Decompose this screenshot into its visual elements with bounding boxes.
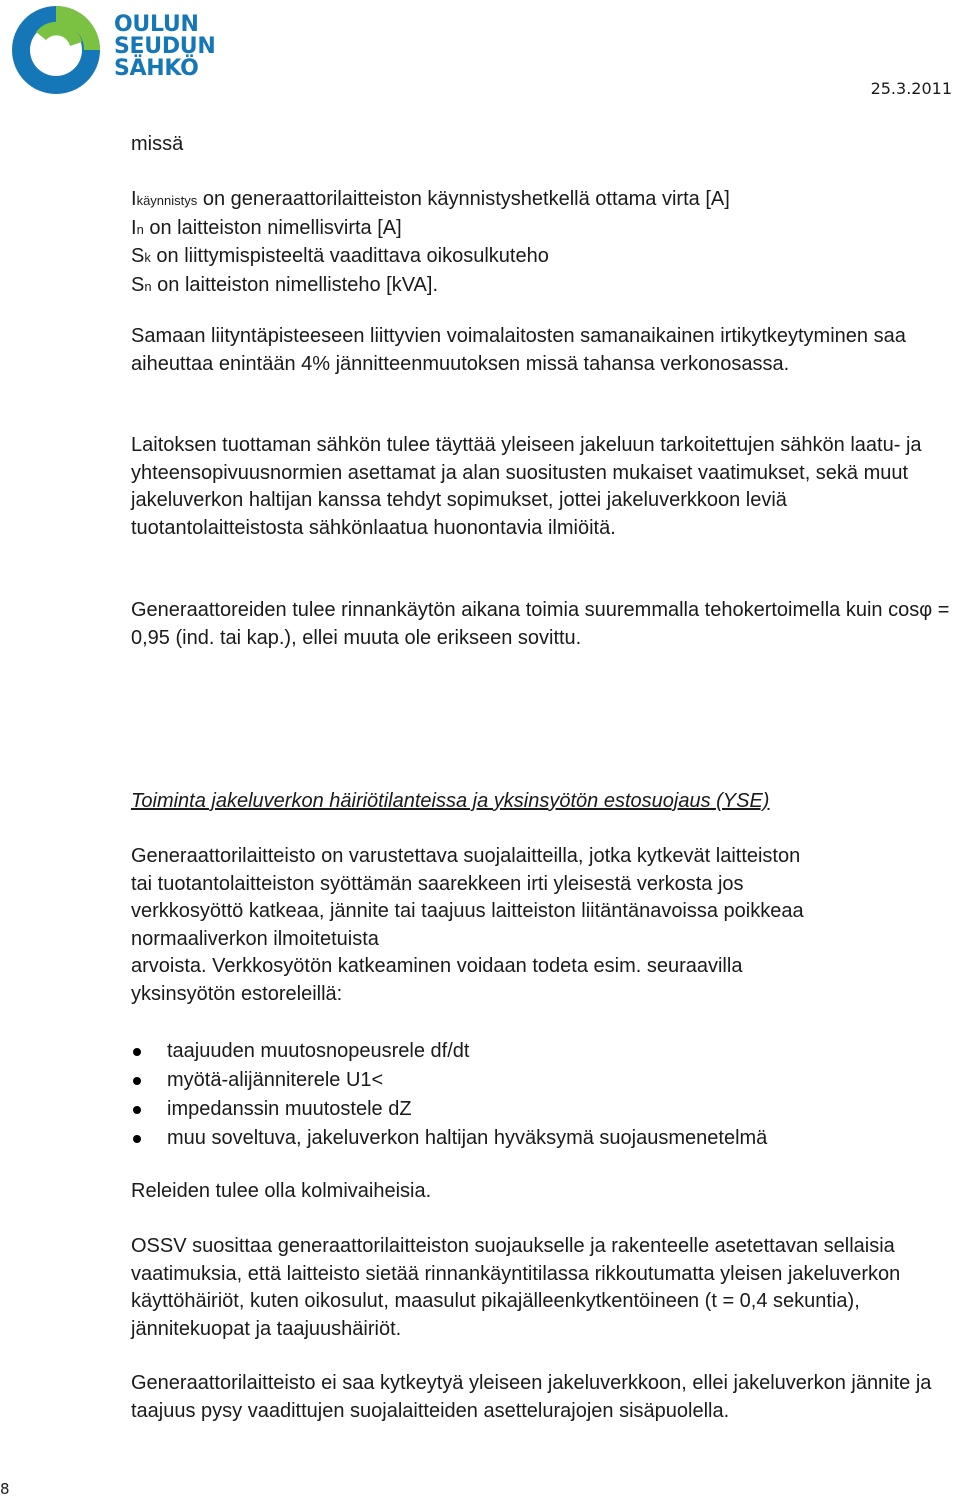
paragraph-power-quality: Laitoksen tuottaman sähkön tulee täyttää yleiseen jakeluun tarkoitettujen sähkön laatu- ja yhteensopivuusnormien asettamat ja alan suositusten mukaiset vaatimukset, sekä muut jakeluverkon haltijan kanssa tehdyt sopimukset, jottei jakeluverkkoon leviä tuotantolaitteistosta sähkönlaatua huonontavia ilmiöitä.	[131, 434, 922, 539]
definition-symbol: I	[131, 188, 137, 210]
definition-item	[131, 186, 951, 215]
definition-text: on laitteiston nimellisvirta [A]	[143, 216, 402, 239]
list-item	[131, 1124, 951, 1153]
bullet-icon	[133, 1106, 141, 1114]
definition-symbol: S	[131, 245, 145, 267]
definition-subscript: n	[144, 278, 152, 294]
list-item	[131, 1095, 951, 1124]
paragraph-connection-condition: Generaattorilaitteisto ei saa kytkeytyä yleiseen jakeluverkkoon, ellei jakeluverkon jännite ja taajuus pysy vaadittujen suojalaitteiden asettelurajojen sisäpuolella.	[131, 1372, 932, 1422]
paragraph-voltage-change: Samaan liityntäpisteeseen liittyvien voimalaitosten samanaikainen irtikytkeytyminen saa aiheuttaa enintään 4% jännitteenmuutoksen missä tahansa verkonosassa.	[131, 325, 906, 375]
missa-label: missä	[131, 133, 184, 155]
paragraph-line: arvoista. Verkkosyötön katkeaminen voidaan todeta esim. seuraavilla	[131, 955, 743, 977]
logo-wordmark	[114, 14, 215, 80]
definition-item	[131, 243, 951, 272]
bullet-icon	[133, 1077, 141, 1085]
definition-symbol: I	[131, 216, 137, 239]
list-item-text: muu soveltuva, jakeluverkon haltijan hyväksymä suojausmenetelmä	[167, 1127, 768, 1149]
definition-subscript: k	[144, 250, 151, 265]
list-item	[131, 1037, 951, 1066]
definition-symbol: S	[131, 273, 145, 296]
definition-text: on liittymispisteeltä vaadittava oikosulkuteho	[150, 245, 549, 267]
list-item	[131, 1066, 951, 1095]
paragraph-line: yksinsyötön estoreleillä:	[131, 982, 343, 1005]
paragraph-ossv-recommendation: OSSV suosittaa generaattorilaitteiston suojaukselle ja rakenteelle asetettavan sellaisia vaatimuksia, että laitteisto sietää rinnankäyntitilassa rikkoutumatta yleisen jakeluverkon käyttöhäiriöt, kuten oikosulut, maasulut pikajälleenkytkentöineen (t = 0,4 sekuntia), jännitekuopat ja taajuushäiriöt.	[131, 1235, 901, 1340]
definition-text: on laitteiston nimellisteho [kVA].	[151, 273, 439, 296]
logo-line-3: SÄHKÖ	[114, 56, 199, 81]
logo-swirl-icon	[6, 2, 110, 98]
bullet-icon	[133, 1048, 141, 1056]
paragraph-protection	[131, 843, 951, 1008]
paragraph-three-phase: Releiden tulee olla kolmivaiheisia.	[131, 1180, 432, 1202]
definition-item	[131, 272, 951, 301]
document-date: 25.3.2011	[870, 79, 952, 98]
logo-line-2: SEUDUN	[114, 34, 216, 59]
definition-item	[131, 215, 951, 244]
paragraph-line: normaaliverkon ilmoitetuista	[131, 927, 379, 950]
list-item-text: myötä-alijänniterele U1<	[167, 1069, 384, 1091]
definition-subscript: käynnistys	[136, 193, 198, 208]
list-item-text: taajuuden muutosnopeusrele df/dt	[167, 1040, 470, 1062]
paragraph-line: Generaattorilaitteisto on varustettava suojalaitteilla, jotka kytkevät laitteiston	[131, 845, 801, 867]
section-heading: Toiminta jakeluverkon häiriötilanteissa ja yksinsyötön estosuojaus (YSE)	[131, 790, 770, 812]
definitions-block	[131, 186, 951, 300]
list-item-text: impedanssin muutostele dZ	[167, 1098, 412, 1120]
bullet-icon	[133, 1135, 141, 1143]
paragraph-power-factor: Generaattoreiden tulee rinnankäytön aikana toimia suuremmalla tehokertoimella kuin cosφ = 0,95 (ind. tai kap.), ellei muuta ole erikseen sovittu.	[131, 599, 950, 649]
definition-text: on generaattorilaitteiston käynnistyshetkellä ottama virta [A]	[197, 188, 730, 210]
company-logo	[6, 2, 216, 98]
page-number: 8	[0, 1480, 10, 1498]
relay-list	[131, 1037, 951, 1153]
definition-subscript: n	[136, 221, 144, 237]
paragraph-line: verkkosyöttö katkeaa, jännite tai taajuus laitteiston liitäntänavoissa poikkeaa	[131, 900, 804, 922]
paragraph-line: tai tuotantolaitteiston syöttämän saarekkeen irti yleisestä verkosta jos	[131, 872, 744, 895]
logo-line-1: OULUN	[114, 12, 199, 37]
